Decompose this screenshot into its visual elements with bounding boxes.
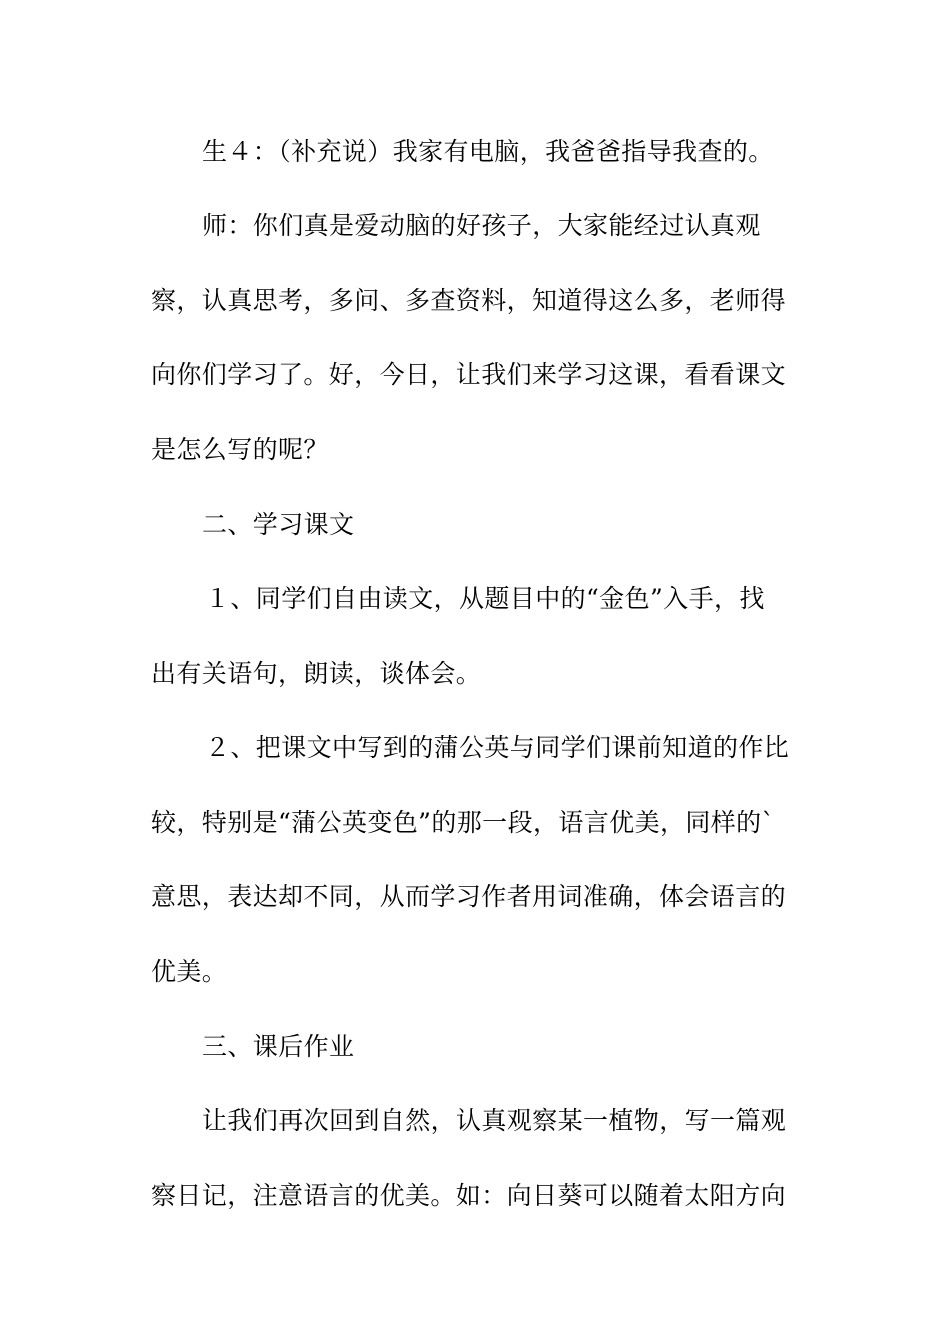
paragraph-line: 是怎么写的呢？ bbox=[151, 435, 329, 464]
section-heading: 二、学习课文 bbox=[202, 510, 355, 539]
section-heading: 三、课后作业 bbox=[202, 1032, 355, 1061]
paragraph-line: 意思，表达却不同，从而学习作者用词准确，体会语言的 bbox=[151, 882, 787, 911]
paragraph-line: 师：你们真是爱动脑的好孩子，大家能经过认真观 bbox=[202, 211, 761, 240]
paragraph-line: ２、把课文中写到的蒲公英与同学们课前知道的作比 bbox=[205, 733, 790, 762]
paragraph-line: １、同学们自由读文，从题目中的“金色”入手，找 bbox=[205, 584, 765, 613]
paragraph-line: 察日记，注意语言的优美。如：向日葵可以随着太阳方向 bbox=[151, 1181, 787, 1210]
paragraph-line: 优美。 bbox=[151, 957, 228, 986]
paragraph-line: 察，认真思考，多问、多查资料，知道得这么多，老师得 bbox=[151, 286, 787, 315]
paragraph-line: 出有关语句，朗读，谈体会。 bbox=[151, 659, 482, 688]
paragraph-line: 较，特别是“蒲公英变色”的那一段，语言优美，同样的` bbox=[151, 808, 775, 837]
paragraph-line: 生４：（补充说）我家有电脑，我爸爸指导我查的。 bbox=[202, 137, 774, 166]
paragraph-line: 向你们学习了。好，今日，让我们来学习这课，看看课文 bbox=[151, 360, 787, 389]
paragraph-line: 让我们再次回到自然，认真观察某一植物，写一篇观 bbox=[202, 1106, 787, 1135]
